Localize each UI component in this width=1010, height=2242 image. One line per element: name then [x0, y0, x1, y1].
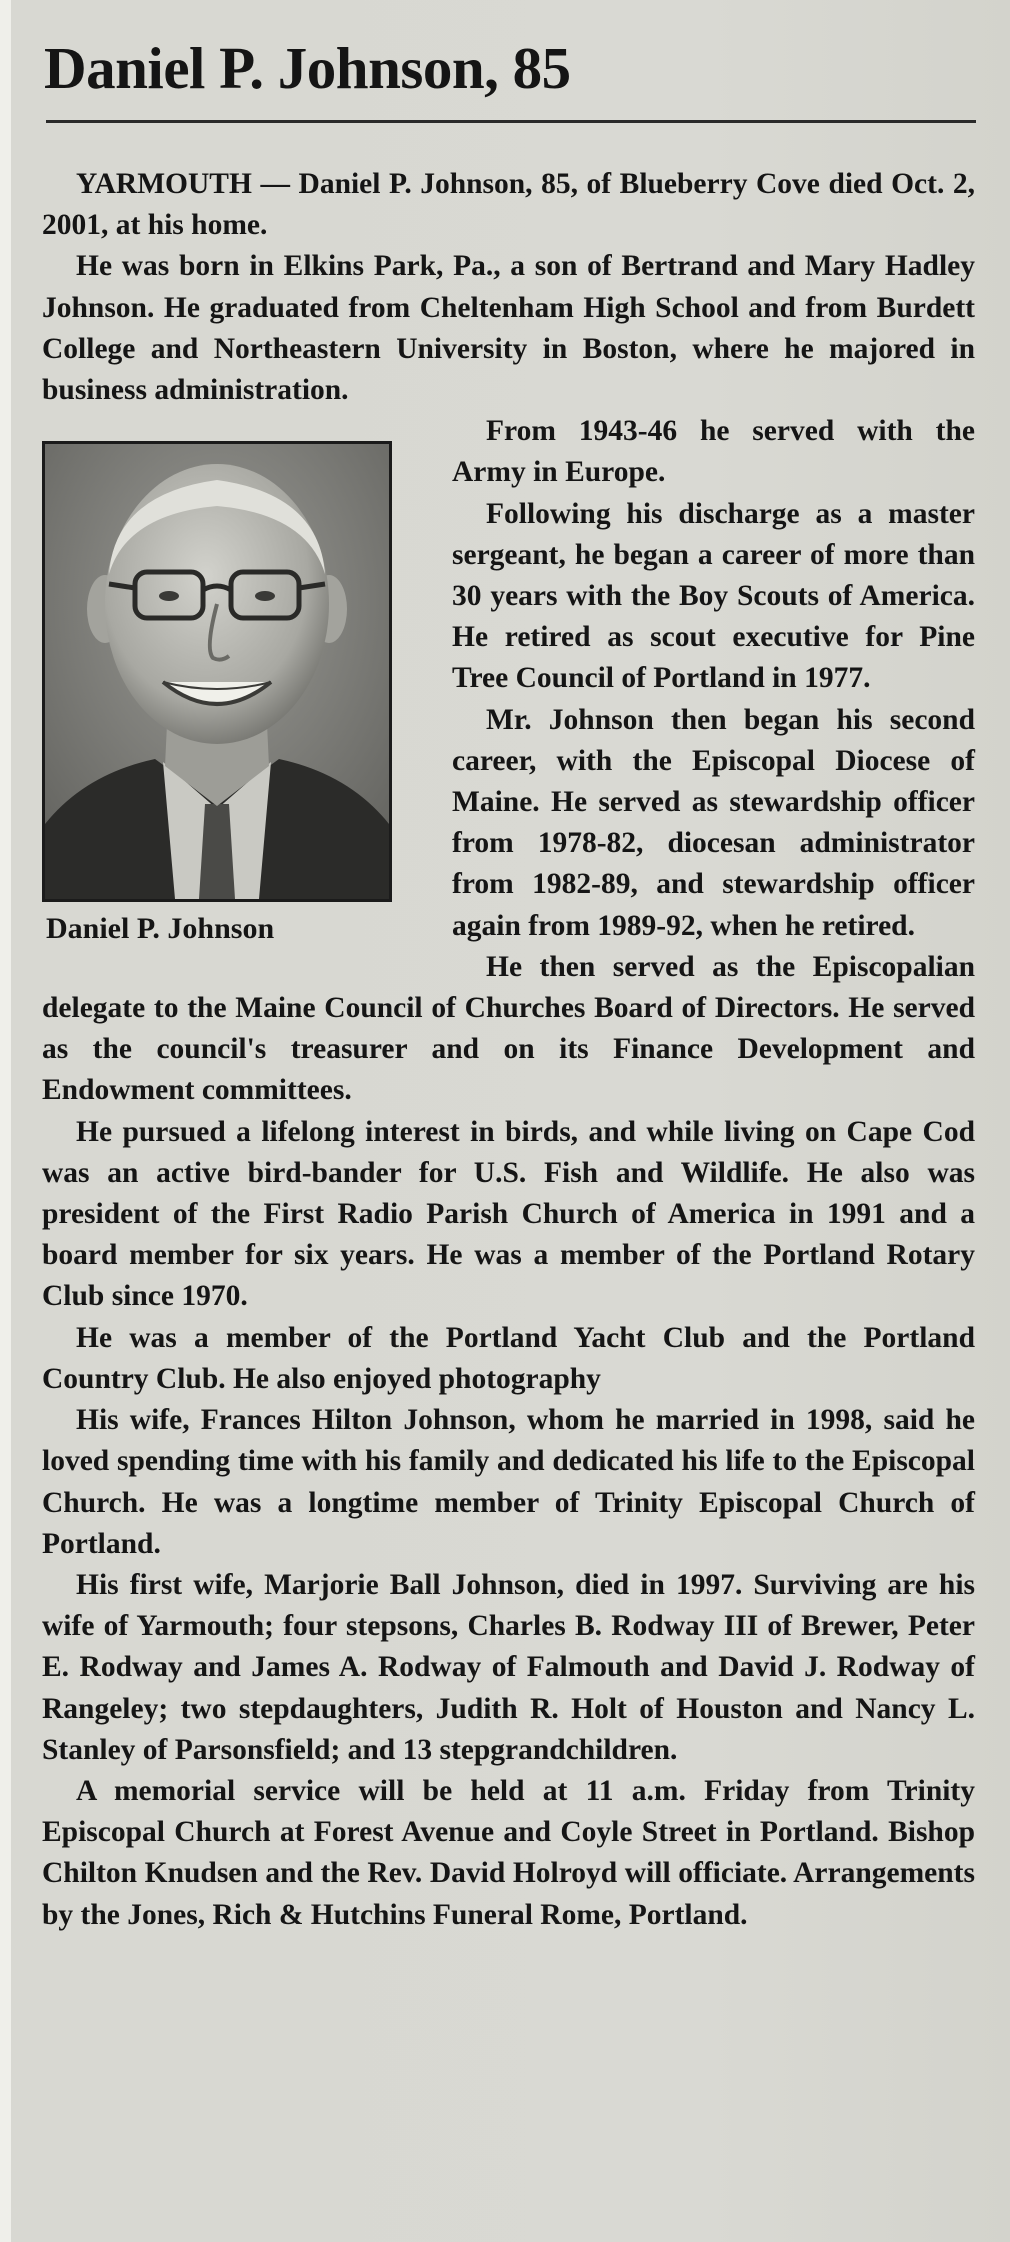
paragraph-3: From 1943-46 he served with the Army in Europe.	[452, 415, 975, 489]
obituary-headline: Daniel P. Johnson, 85	[44, 35, 571, 101]
paragraph-2: He was born in Elkins Park, Pa., a son of Bertrand and Mary Hadley Johnson. He graduated from Cheltenham High School and from Burdett College and Northeastern University in Boston, where he majored in business administration.	[42, 250, 975, 407]
paragraph-5: Mr. Johnson then began his second career, with the Episcopal Diocese of Maine. He served as stewardship officer from 1978-82, diocesan administrator from 1982-89, and stewardship officer again from 1989-92, when he retired.	[452, 703, 975, 942]
paragraph-8: He was a member of the Portland Yacht Club and the Portland Country Club. He also enjoyed photography	[42, 1321, 975, 1395]
paragraph-9: His wife, Frances Hilton Johnson, whom he married in 1998, said he loved spending time with his family and dedicated his life to the Episcopal Church. He was a longtime member of Trinity Episcopal Church of Portland.	[42, 1404, 975, 1560]
paragraph-6: He then served as the Episcopalian delegate to the Maine Council of Churches Board of Directors. He served as the council's treasurer and on its Finance Development and Endowment committees.	[42, 950, 975, 1107]
paragraph-10: His first wife, Marjorie Ball Johnson, died in 1997. Surviving are his wife of Yarmouth; four stepsons, Charles B. Rodway III of Brewer, Peter E. Rodway and James A. Rodway of Falmouth and David J. Rodway of Rangeley; two stepdaughters, Judith R. Holt of Houston and Nancy L. Stanley of Parsonsfield; and 13 stepgrandchildren.	[42, 1568, 975, 1766]
obituary-body	[42, 164, 975, 1936]
photo-block	[42, 411, 430, 952]
portrait-illustration	[45, 444, 389, 899]
portrait-photo-icon	[42, 441, 392, 902]
paragraph-11: A memorial service will be held at 11 a.m. Friday from Trinity Episcopal Church at Forest Avenue and Coyle Street in Portland. Bishop Chilton Knudsen and the Rev. David Holroyd will officiate. Arrangements by the Jones, Rich & Hutchins Funeral Rome, Portland.	[42, 1774, 975, 1931]
scan-edge	[0, 0, 11, 2242]
paragraph-1: YARMOUTH — Daniel P. Johnson, 85, of Blueberry Cove died Oct. 2, 2001, at his home.	[42, 168, 975, 242]
headline-rule	[46, 120, 976, 123]
paragraph-4: Following his discharge as a master sergeant, he began a career of more than 30 years with the Boy Scouts of America. He retired as scout executive for Pine Tree Council of Portland in 1977.	[452, 497, 975, 695]
paragraph-7: He pursued a lifelong interest in birds, and while living on Cape Cod was an active bird-bander for U.S. Fish and Wildlife. He also was president of the First Radio Parish Church of America in 1991 and a board member for six years. He was a member of the Portland Rotary Club since 1970.	[42, 1115, 975, 1313]
photo-caption: Daniel P. Johnson	[46, 912, 275, 946]
